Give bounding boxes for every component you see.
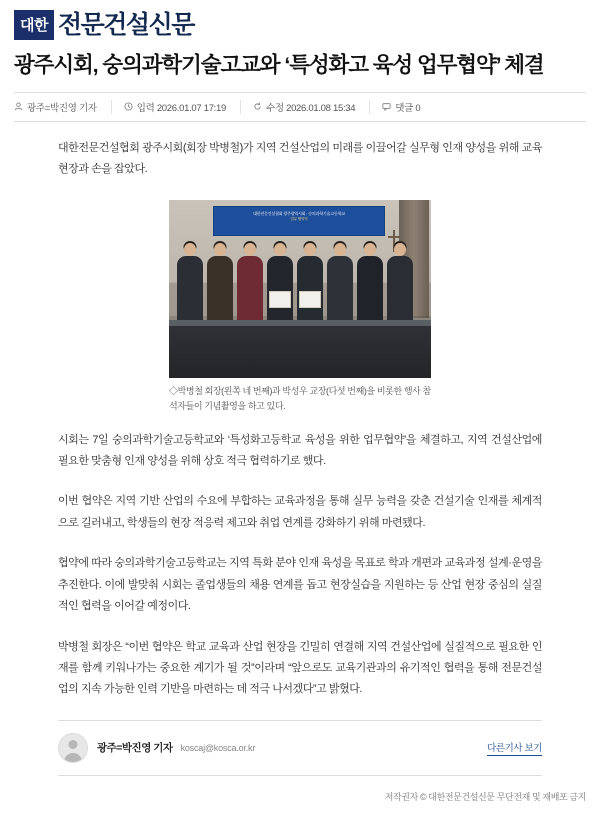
reporter-name: 광주=박진영 기자 (97, 742, 173, 755)
avatar-head (69, 740, 78, 749)
photo-banner-line2: 업무 협약식 (290, 216, 308, 221)
meta-updated (240, 100, 369, 114)
meta-published-text: 입력 2026.01.07 17:19 (136, 102, 226, 114)
photo-person (357, 256, 383, 326)
photo-person-head (214, 243, 226, 256)
photo-banner (213, 206, 385, 236)
meta-comments[interactable] (369, 100, 434, 114)
meta-author (14, 100, 111, 114)
masthead (0, 0, 600, 46)
photo-person (237, 256, 263, 326)
photo-person (177, 256, 203, 326)
photo-person-head (244, 243, 256, 256)
photo-person (267, 256, 293, 326)
photo-signed-folder (299, 291, 321, 308)
byline-text-group (97, 740, 487, 755)
photo-person (327, 256, 353, 326)
mou-ceremony-photo (169, 200, 431, 378)
photo-person (297, 256, 323, 326)
article-paragraph: 대한전문건설협회 광주시회(회장 박병철)가 지역 건설산업의 미래를 이끌어갈 실무형 인재 양성을 위해 교육 현장과 손을 잡았다. (58, 141, 542, 176)
photo-person-head (184, 243, 196, 256)
article-paragraph: 이번 협약은 지역 기반 산업의 수요에 부합하는 교육과정을 통해 실무 능력을 갖춘 건설기술 인재를 체계적으로 길러내고, 학생들의 현장 적응력 제고와 취업 연계를 강화하기 위해 마련됐다. (58, 495, 542, 529)
logo-badge-text: 대한 (14, 10, 54, 40)
article-paragraph: 시회는 7일 숭의과학기술고등학교와 ‘특성화고등학교 육성을 위한 업무협약’을 체결하고, 지역 건설산업에 필요한 맞춤형 인재 양성을 위해 상호 적극 협력하기로 했다. (58, 433, 542, 467)
article-paragraph: 협약에 따라 숭의과학기술고등학교는 지역 특화 분야 인재 육성을 목표로 학과 개편과 교육과정 설계·운영을 추진한다. 이에 발맞춰 시회는 졸업생들의 채용 연계를 돕고 현장실습을 지원하는 등 산업 현장 중심의 실질적인 협력을 이어갈 예정이다. (58, 557, 542, 613)
photo-table (169, 326, 431, 378)
photo-person (207, 256, 233, 326)
page-title: 광주시회, 숭의과학기술고교와 ‘특성화고 육성 업무협약’ 체결 (14, 53, 544, 77)
more-articles-link[interactable]: 다른기사 보기 (487, 740, 542, 756)
comment-icon (382, 102, 391, 111)
photo-signed-folder (269, 291, 291, 308)
reporter-avatar (58, 733, 88, 763)
reporter-byline (58, 721, 542, 775)
article-paragraph: 박병철 회장은 “이번 협약은 학교 교육과 산업 현장을 긴밀히 연결해 지역 건설산업에 실질적으로 필요한 인재를 함께 키워나가는 중요한 계기가 될 것”이라며 “앞으로도 교육기관과의 유기적인 협력을 통해 전문건설업의 지속 가능한 인력 기반을 마련하는 데 적극 나서겠다”고 밝혔다. (58, 640, 542, 696)
article-figure (58, 200, 542, 414)
photo-person-head (394, 243, 406, 256)
site-logo[interactable] (14, 10, 194, 40)
article-body (0, 122, 600, 701)
refresh-icon (253, 102, 262, 111)
photo-person-head (334, 243, 346, 256)
photo-person (387, 256, 413, 326)
photo-banner-line1: 대한전문건설협회 광주광역시회 · 숭의과학기술고등학교 (253, 210, 345, 216)
article-meta-bar (0, 93, 600, 121)
avatar-body (64, 753, 82, 762)
meta-comments-text: 댓글 0 (395, 102, 421, 114)
meta-updated-text: 수정 2026.01.08 15:34 (266, 102, 356, 114)
headline-container (0, 46, 600, 92)
photo-person-head (274, 243, 286, 256)
logo-word-text: 전문건설신문 (57, 11, 194, 39)
photo-person-head (304, 243, 316, 256)
copyright-notice: 저작권자 © 대한전문건설신문 무단전재 및 재배포 금지 (384, 791, 586, 802)
meta-published (111, 100, 240, 114)
figure-caption: ◇박병철 회장(왼쪽 네 번째)과 박성우 교장(다섯 번째)을 비롯한 행사 참석자들이 기념촬영을 하고 있다. (169, 385, 431, 411)
meta-author-text: 광주=박진영 기자 (27, 102, 97, 114)
clock-icon (124, 102, 133, 111)
photo-person-head (364, 243, 376, 256)
person-icon (14, 102, 23, 111)
reporter-email[interactable]: koscaj@kosca.or.kr (180, 743, 256, 754)
